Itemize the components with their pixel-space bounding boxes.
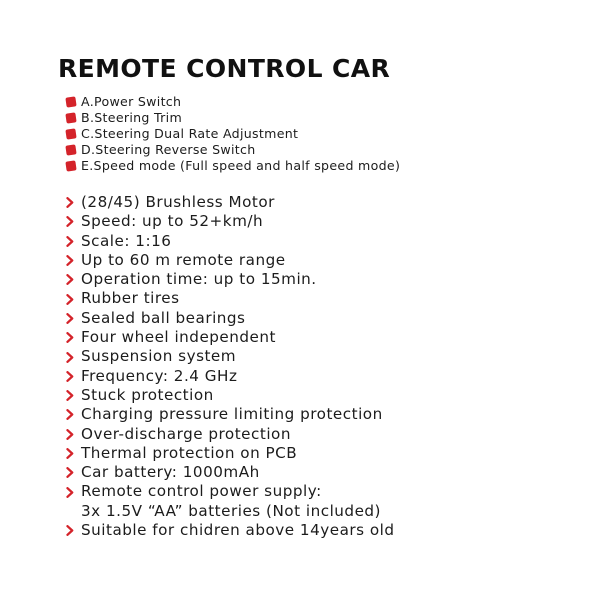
chevron-right-icon <box>66 289 81 308</box>
feature-text: Operation time: up to 15min. <box>81 270 317 289</box>
feature-text: Rubber tires <box>81 289 180 308</box>
feature-text: Sealed ball bearings <box>81 308 246 327</box>
red-square-bullet-icon <box>65 112 76 123</box>
control-label: C.Steering Dual Rate Adjustment <box>81 126 299 141</box>
page-title: REMOTE CONTROL CAR <box>58 54 391 83</box>
control-label: E.Speed mode (Full speed and half speed mode) <box>81 158 401 173</box>
chevron-right-icon <box>66 482 81 501</box>
feature-item <box>66 405 395 424</box>
feature-text: Thermal protection on PCB <box>81 443 298 462</box>
chevron-right-icon <box>66 367 81 386</box>
red-square-bullet-icon <box>65 144 76 155</box>
feature-text: Remote control power supply: 3x 1.5V “AA” batteries (Not included) <box>81 482 381 520</box>
feature-item <box>66 328 395 347</box>
chevron-right-icon <box>66 232 81 251</box>
feature-item <box>66 347 395 366</box>
feature-text: Up to 60 m remote range <box>81 250 286 269</box>
chevron-right-icon <box>66 251 81 270</box>
control-item <box>66 94 400 110</box>
feature-item <box>66 193 395 212</box>
feature-text: Charging pressure limiting protection <box>81 405 383 424</box>
feature-item <box>66 463 395 482</box>
feature-text: Frequency: 2.4 GHz <box>81 366 238 385</box>
feature-text: Suspension system <box>81 347 237 366</box>
control-item <box>66 142 400 158</box>
feature-item <box>66 270 395 289</box>
red-square-bullet-icon <box>65 128 76 139</box>
chevron-right-icon <box>66 347 81 366</box>
chevron-right-icon <box>66 309 81 328</box>
feature-text: Stuck protection <box>81 385 214 404</box>
feature-text: Car battery: 1000mAh <box>81 463 260 482</box>
feature-item <box>66 386 395 405</box>
feature-item <box>66 367 395 386</box>
chevron-right-icon <box>66 212 81 231</box>
feature-item <box>66 521 395 540</box>
chevron-right-icon <box>66 386 81 405</box>
chevron-right-icon <box>66 405 81 424</box>
chevron-right-icon <box>66 463 81 482</box>
feature-item <box>66 425 395 444</box>
control-label: B.Steering Trim <box>81 110 183 125</box>
feature-text: Four wheel independent <box>81 328 276 347</box>
chevron-right-icon <box>66 193 81 212</box>
chevron-right-icon <box>66 444 81 463</box>
feature-item <box>66 232 395 251</box>
controls-list <box>66 94 400 174</box>
feature-item <box>66 289 395 308</box>
features-list <box>66 193 395 540</box>
feature-text: Scale: 1:16 <box>81 231 172 250</box>
control-item <box>66 158 400 174</box>
feature-text: Suitable for chidren above 14years old <box>81 521 395 540</box>
red-square-bullet-icon <box>65 96 76 107</box>
control-item <box>66 110 400 126</box>
control-label: D.Steering Reverse Switch <box>81 142 256 157</box>
feature-item <box>66 251 395 270</box>
feature-text: (28/45) Brushless Motor <box>81 193 275 211</box>
feature-item <box>66 212 395 231</box>
feature-item <box>66 309 395 328</box>
control-label: A.Power Switch <box>81 94 182 109</box>
chevron-right-icon <box>66 425 81 444</box>
control-item <box>66 126 400 142</box>
feature-item <box>66 482 395 521</box>
feature-text: Speed: up to 52+km/h <box>81 212 264 231</box>
red-square-bullet-icon <box>65 160 76 171</box>
chevron-right-icon <box>66 328 81 347</box>
chevron-right-icon <box>66 521 81 540</box>
feature-item <box>66 444 395 463</box>
feature-text: Over-discharge protection <box>81 424 291 443</box>
chevron-right-icon <box>66 270 81 289</box>
